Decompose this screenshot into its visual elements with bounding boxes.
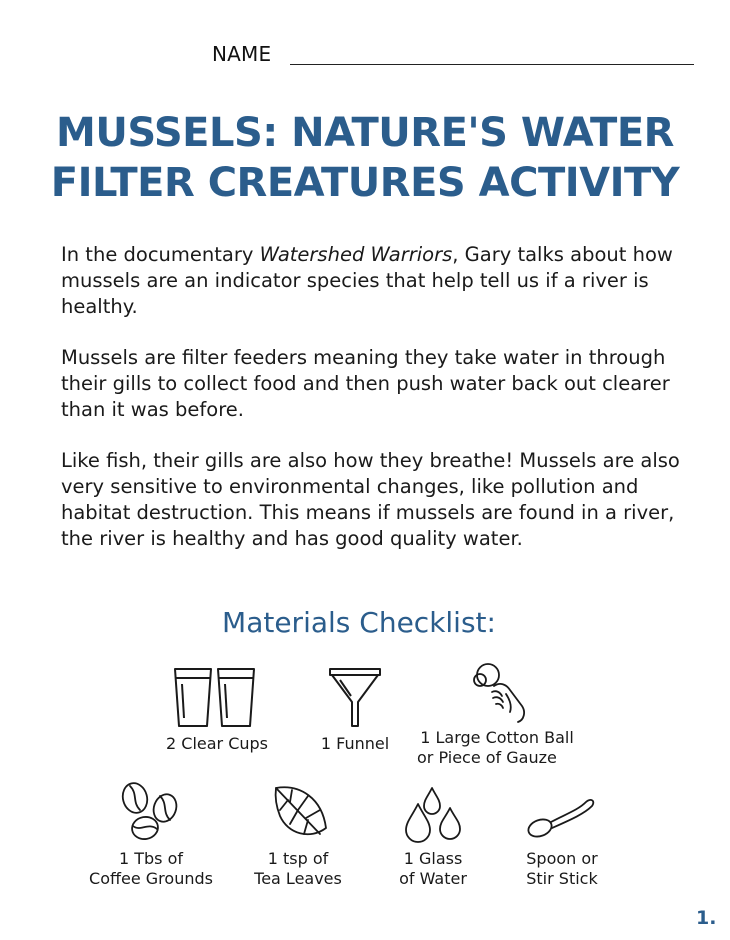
intro-paragraph-3: Like fish, their gills are also how they breathe! Mussels are also very sensitive to environmental changes, like pollution and habitat destruction. This means if mussels are found in a river, the river is healthy and has good quality water. [61,449,680,550]
water-drops-icon [402,780,464,846]
material-item-cotton-ball [412,660,582,770]
material-item-cups [150,666,284,766]
checklist-title: Materials Checklist: [222,606,496,639]
material-label-2: of Water [399,869,467,888]
tea-leaf-icon [270,782,330,844]
coffee-beans-icon [118,780,182,844]
title-line-2: FILTER CREATURES ACTIVITY [50,160,680,206]
material-label-2: Stir Stick [526,869,598,888]
material-label: 1 Large Cotton Ball [420,728,574,747]
funnel-icon [327,666,383,730]
documentary-title: Watershed Warriors [259,243,453,266]
material-label: 1 tsp of [267,849,329,868]
page-title [0,108,730,208]
name-label: NAME [212,42,272,66]
intro-paragraph-1 [61,242,681,320]
name-row [212,40,694,70]
material-label-2: Coffee Grounds [89,869,213,888]
material-item-tea [246,780,350,890]
intro-paragraph-2: Mussels are filter feeders meaning they take water in through their gills to collect food and then push water back out clearer than it was before. [61,346,670,421]
material-label-2: or Piece of Gauze [417,748,557,767]
material-label: 1 Glass [403,849,463,868]
material-item-water [384,780,482,890]
page-number: 1. [696,907,717,929]
spoon-icon [526,794,598,854]
material-label: 1 Tbs of [118,849,184,868]
material-item-funnel [310,666,400,766]
cotton-ball-icon [466,660,530,726]
material-label: Spoon or [526,849,598,868]
p1-text-end: , Gary talks about how mussels are an indicator species that help tell us if a river is healthy. [61,243,673,318]
p1-text-start: In the documentary [61,243,260,266]
material-item-spoon [512,780,612,890]
cups-icon [172,666,262,730]
name-write-line[interactable] [290,64,694,65]
material-label: 2 Clear Cups [166,734,268,753]
material-item-coffee [80,780,222,890]
material-label-2: Tea Leaves [254,869,342,888]
material-label: 1 Funnel [320,734,390,753]
title-line-1: MUSSELS: NATURE'S WATER [56,110,674,156]
